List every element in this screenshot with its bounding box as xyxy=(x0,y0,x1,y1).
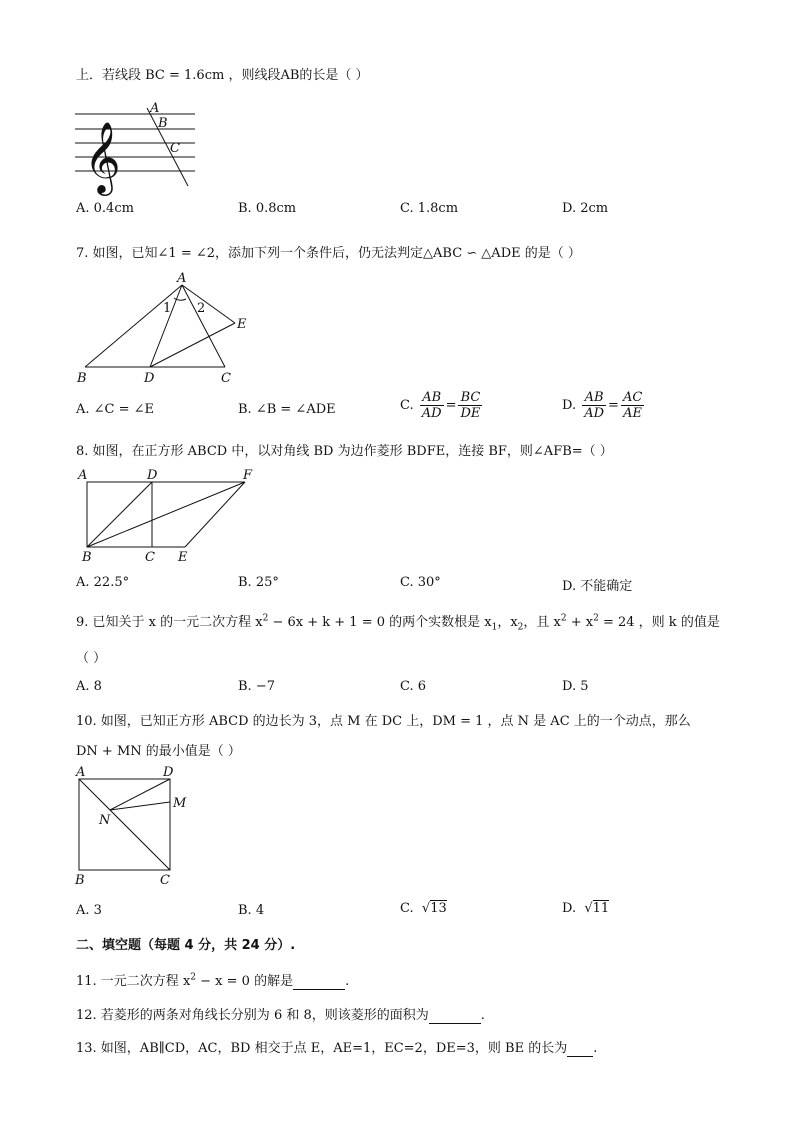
q10-stem: 10. 如图，已知正方形 ABCD 的边长为 3，点 M 在 DC 上，DM = 1 ，点 N 是 AC 上的一个动点，那么 xyxy=(76,714,691,729)
q10-stem-2: DN + MN 的最小值是（ ） xyxy=(76,744,241,759)
q6-option-c[interactable]: C. 1.8cm xyxy=(400,201,459,216)
q7-option-c-frac1: $\frac{AB}{AD}$ xyxy=(421,390,442,421)
tri-label-a: A xyxy=(177,271,187,286)
rh-label-f: F xyxy=(243,468,253,483)
q7-option-d[interactable]: D. $\frac{AB}{AD}$ = $\frac{AC}{AE}$ xyxy=(562,390,643,421)
square-figure xyxy=(70,762,200,887)
q7-option-c-prefix: C. xyxy=(400,398,414,413)
q8-option-a[interactable]: A. 22.5° xyxy=(76,575,130,590)
q10-option-d[interactable]: D. √11 xyxy=(562,901,610,916)
staff-label-a: A xyxy=(150,101,160,116)
q7-option-c[interactable]: C. $\frac{AB}{AD}$ = $\frac{BC}{DE}$ xyxy=(400,390,481,421)
treble-clef-icon: 𝄞 xyxy=(84,120,121,193)
q10-option-c[interactable]: C. √13 xyxy=(400,901,447,916)
tri-label-b: B xyxy=(77,371,87,386)
q10-option-a[interactable]: A. 3 xyxy=(76,903,102,918)
sq-label-b: B xyxy=(75,873,85,888)
tri-label-d: D xyxy=(144,371,155,386)
q9-stem-paren: （ ） xyxy=(76,651,107,666)
q7-option-d-frac1: $\frac{AB}{AD}$ xyxy=(584,390,605,421)
q9-stem: 9. 已知关于 x 的一元二次方程 $x^2 - 6x + k + 1 = 0$ 的两个实数根是 $x_1$，$x_2$，且 $x^2 + x^2 = 24$ ，则 k 的值是 xyxy=(76,613,720,633)
q6-stem: 上．若线段 BC = 1.6cm ，则线段AB的长是（ ） xyxy=(76,68,369,83)
rh-label-e: E xyxy=(178,550,188,565)
q10-option-d-radicand: 11 xyxy=(592,901,610,916)
rh-label-b: B xyxy=(82,550,92,565)
sq-label-a: A xyxy=(76,765,86,780)
q7-option-b[interactable]: B. ∠B = ∠ADE xyxy=(238,402,336,417)
sq-label-n: N xyxy=(99,813,111,828)
q11-stem: 11. 一元二次方程 $x^2 - x = 0$ 的解是 . xyxy=(76,972,350,989)
tri-label-c: C xyxy=(221,371,231,386)
sqrt-symbol-icon: √ xyxy=(421,901,431,916)
rh-label-a: A xyxy=(78,468,88,483)
q13-answer-blank[interactable] xyxy=(567,1041,593,1057)
q9-option-d[interactable]: D. 5 xyxy=(562,679,589,694)
q7-stem: 7. 如图，已知∠1 = ∠2，添加下列一个条件后，仍无法判定△ABC ∽ △ADE 的是（ ） xyxy=(76,246,581,261)
q10-option-b[interactable]: B. 4 xyxy=(238,903,265,918)
q7-option-d-prefix: D. xyxy=(562,398,577,413)
q11-answer-blank[interactable] xyxy=(293,974,345,990)
q13-stem: 13. 如图，AB∥CD，AC，BD 相交于点 E，AE=1，EC=2，DE=3，则 BE 的长为 . xyxy=(76,1041,598,1056)
section-fill-in-heading: 二、填空题（每题 4 分，共 24 分）. xyxy=(76,938,296,953)
q6-option-a[interactable]: A. 0.4cm xyxy=(76,201,134,216)
tri-angle-1: 1 xyxy=(163,301,172,316)
rhombus-figure xyxy=(70,462,270,572)
q10-option-c-radicand: 13 xyxy=(430,901,447,916)
tri-angle-2: 2 xyxy=(197,301,206,316)
q8-option-c[interactable]: C. 30° xyxy=(400,575,441,590)
q12-stem: 12. 若菱形的两条对角线长分别为 6 和 8，则该菱形的面积为 . xyxy=(76,1008,485,1023)
q7-option-a[interactable]: A. ∠C = ∠E xyxy=(76,402,155,417)
sqrt-symbol-icon: √ xyxy=(584,901,593,916)
rh-label-c: C xyxy=(145,550,155,565)
tri-label-e: E xyxy=(237,317,247,332)
sq-label-c: C xyxy=(160,873,170,888)
sq-label-m: M xyxy=(173,796,187,811)
triangle-figure xyxy=(70,268,270,388)
q12-answer-blank[interactable] xyxy=(429,1008,481,1024)
rh-label-d: D xyxy=(147,468,158,483)
q7-option-c-frac2: $\frac{BC}{DE}$ xyxy=(460,390,481,421)
staff-label-b: B xyxy=(158,116,168,131)
q6-option-d[interactable]: D. 2cm xyxy=(562,201,609,216)
staff-figure xyxy=(70,98,200,193)
q9-option-b[interactable]: B. −7 xyxy=(238,679,275,694)
q9-option-a[interactable]: A. 8 xyxy=(76,679,102,694)
sq-label-d: D xyxy=(163,765,174,780)
q7-option-d-frac2: $\frac{AC}{AE}$ xyxy=(622,390,643,421)
staff-label-c: C xyxy=(170,141,180,156)
q8-stem: 8. 如图，在正方形 ABCD 中，以对角线 BD 为边作菱形 BDFE，连接 BF，则∠AFB=（ ） xyxy=(76,444,613,459)
q9-option-c[interactable]: C. 6 xyxy=(400,679,427,694)
q6-option-b[interactable]: B. 0.8cm xyxy=(238,201,297,216)
q8-option-b[interactable]: B. 25° xyxy=(238,575,279,590)
q8-option-d[interactable]: D. 不能确定 xyxy=(562,579,633,594)
